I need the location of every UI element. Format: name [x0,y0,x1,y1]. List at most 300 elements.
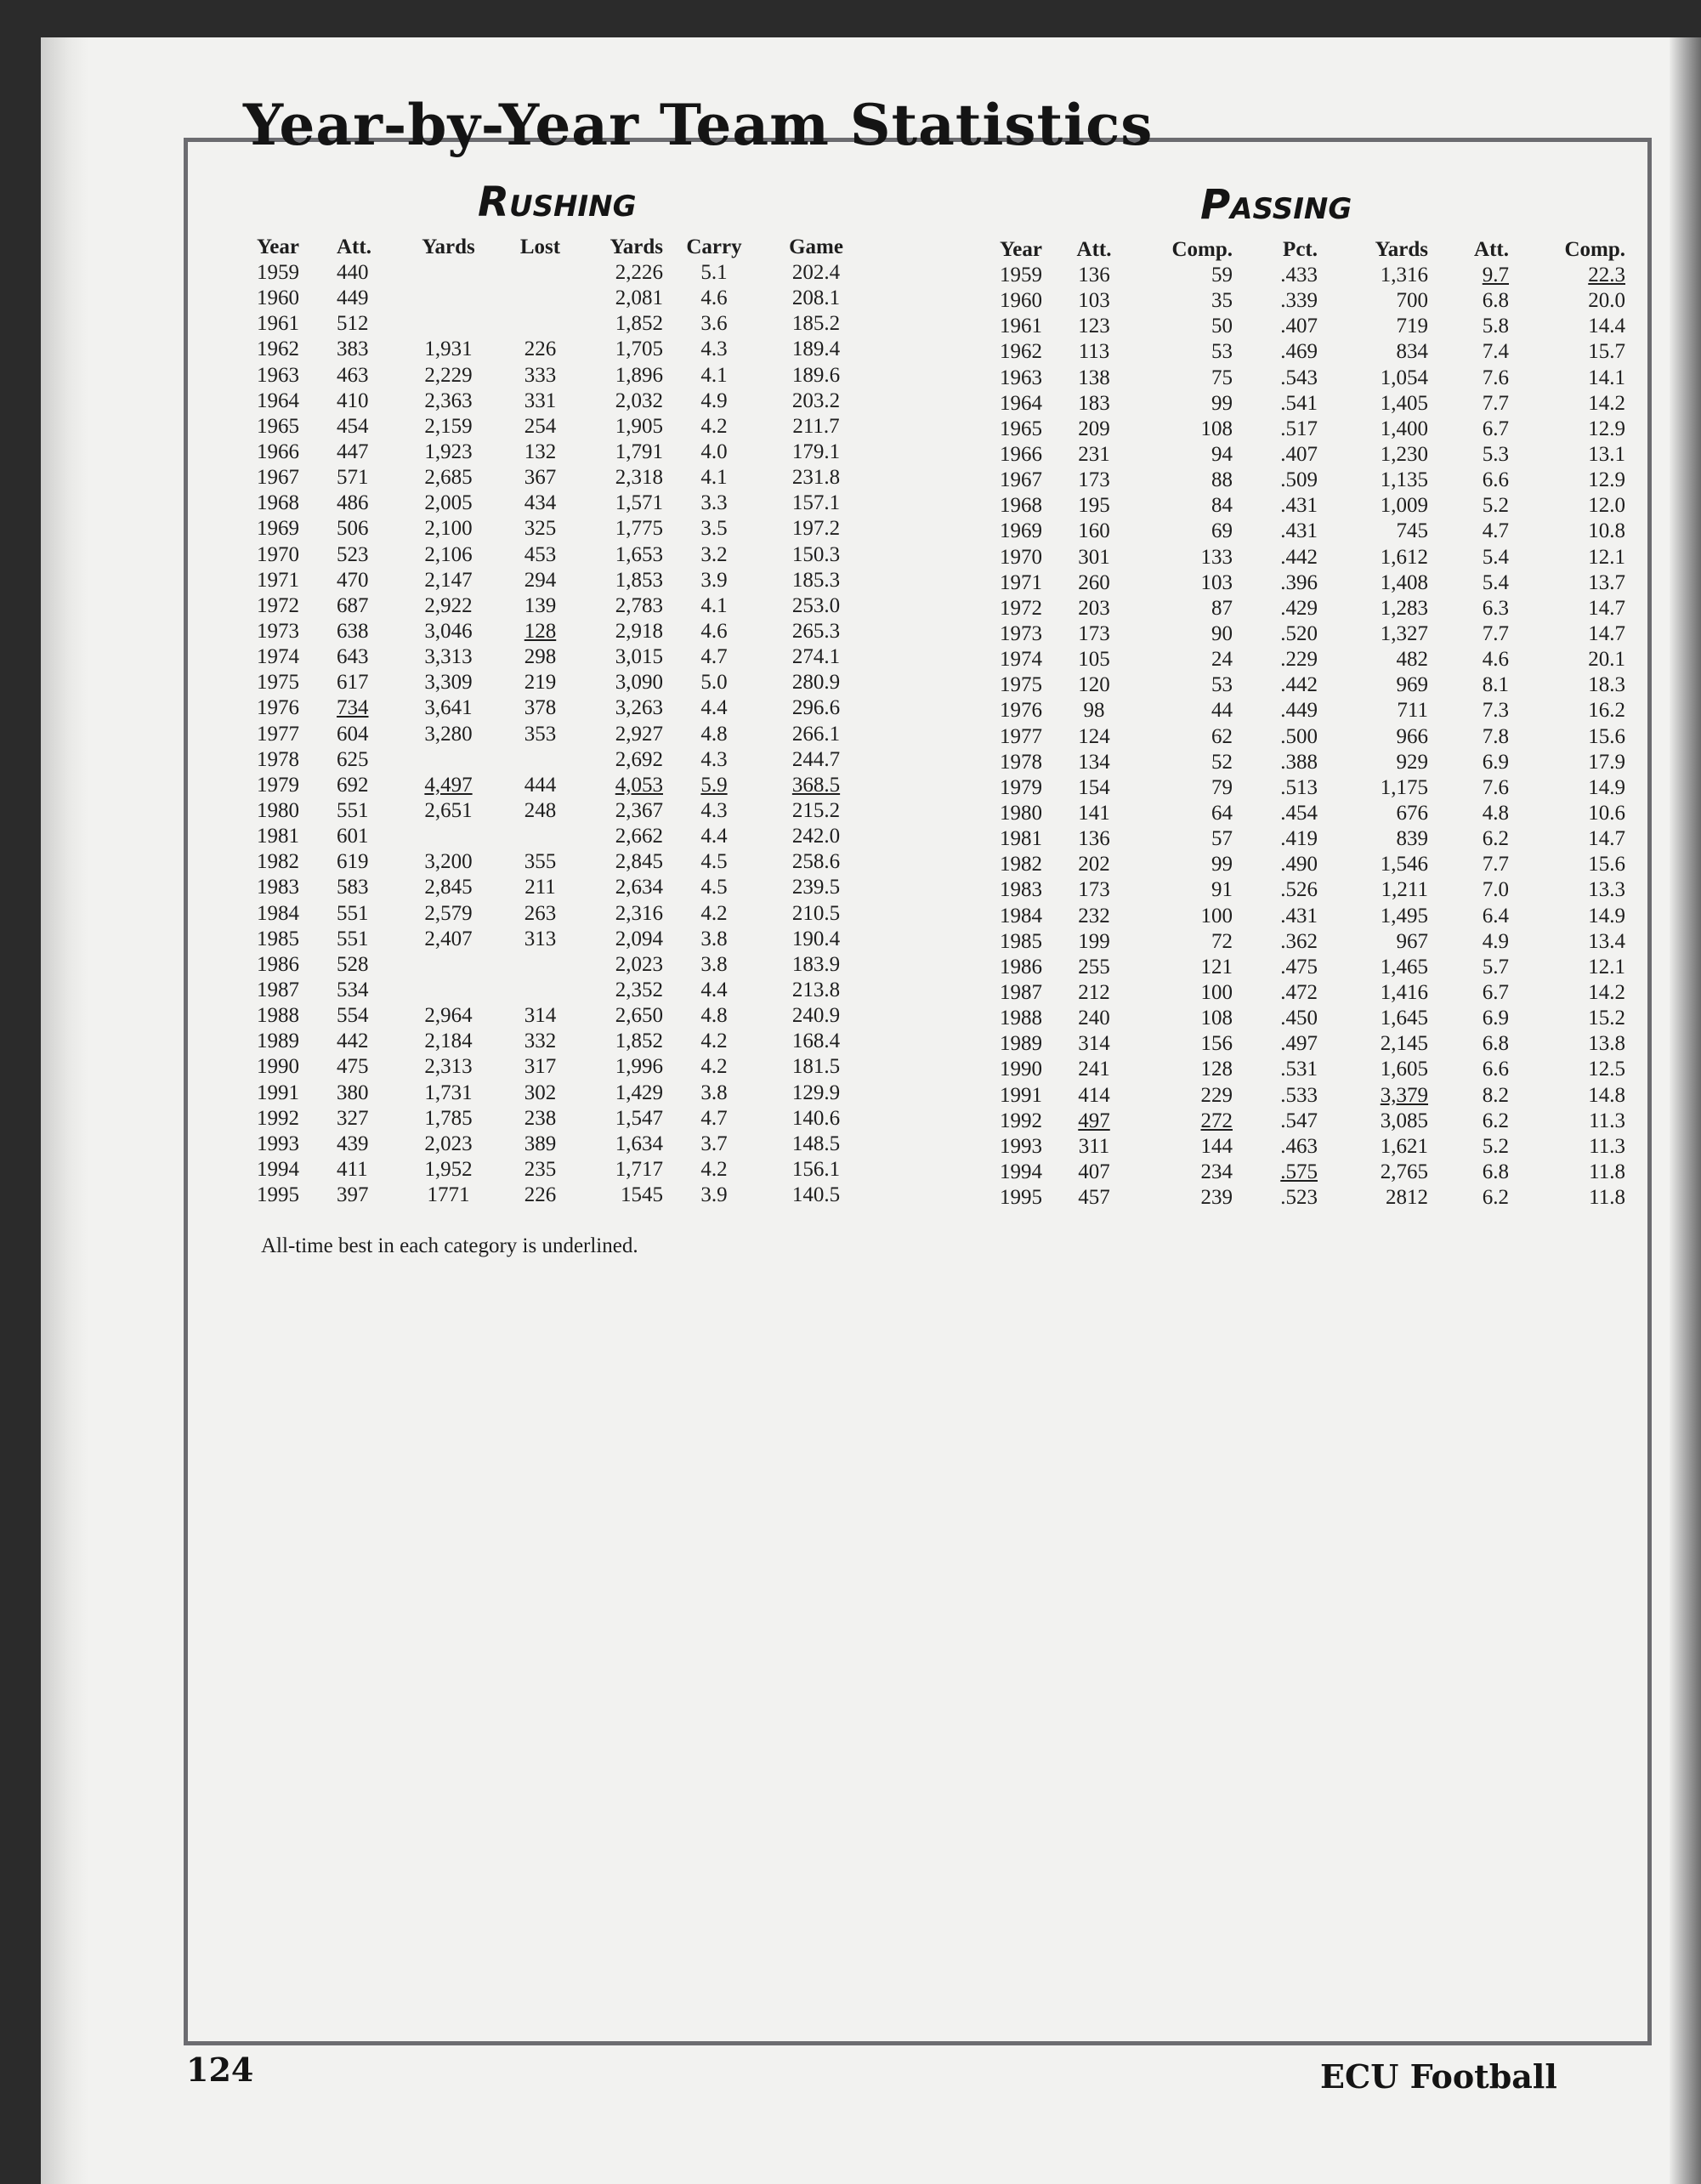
per-carry-cell: 4.2 [700,414,728,438]
year-cell: 1964 [257,389,299,412]
yards-per-attempt-cell: 5.3 [1482,443,1509,467]
rushing-row [257,695,867,721]
net-yards-cell: 3,263 [615,696,663,720]
yards-per-attempt-cell: 4.7 [1482,519,1509,543]
year-cell: 1960 [1000,289,1042,313]
yards-cell: 1,327 [1380,622,1428,646]
per-carry-cell: 4.2 [700,901,728,925]
yards-per-completion-cell: 16.2 [1588,699,1625,723]
attempts-cell: 497 [1078,1109,1110,1132]
net-yards-cell: 2,081 [615,286,663,310]
yards-per-completion-cell: 14.2 [1588,981,1625,1004]
yards-cell: 1,054 [1380,366,1428,389]
lost-cell [492,747,588,773]
rushing-row [257,542,867,568]
year-cell: 1994 [257,1157,299,1181]
footnote: All-time best in each category is underlined. [261,1234,638,1257]
per-carry-cell: 3.6 [700,312,728,336]
rushing-row [257,337,867,362]
col-header-lost: Lost [519,235,561,258]
net-yards-cell: 4,053 [615,773,663,797]
attempts-cell: 486 [337,491,369,515]
lost-cell: 248 [524,799,557,823]
yards-per-completion-cell: 14.9 [1588,775,1625,799]
year-cell: 1966 [257,440,299,464]
passing-row [982,1160,1625,1185]
per-game-cell: 208.1 [791,286,841,310]
per-carry-cell: 4.3 [700,799,728,823]
per-carry-cell: 4.4 [700,979,728,1001]
per-game-cell: 185.3 [791,568,841,592]
passing-row [982,1057,1625,1082]
per-game-cell: 240.9 [791,1004,841,1028]
net-yards-cell: 1,852 [615,1030,663,1053]
attempts-cell: 241 [1078,1058,1110,1081]
attempts-cell: 113 [1078,340,1110,364]
yards-per-completion-cell: 14.9 [1588,904,1625,927]
year-cell: 1993 [1000,1134,1042,1158]
yards-per-completion-cell: 12.9 [1588,468,1625,492]
yards-per-completion-cell: 11.8 [1589,1186,1625,1210]
attempts-cell: 410 [337,389,369,412]
year-cell: 1983 [257,876,299,899]
yards-per-attempt-cell: 6.8 [1482,1032,1509,1056]
year-cell: 1960 [257,286,299,310]
yards-cell: 1,465 [1380,955,1428,979]
year-cell: 1977 [1000,724,1042,748]
lost-cell: 235 [524,1157,557,1181]
per-carry-cell: 3.9 [700,568,728,592]
attempts-cell: 203 [1078,596,1110,620]
gross-yards-cell [405,286,492,311]
completions-cell: 69 [1211,519,1233,543]
attempts-cell: 173 [1078,468,1110,492]
col-header-year: Year [257,235,299,258]
lost-cell: 378 [524,696,557,720]
col-header-completions: Comp. [1171,238,1233,261]
yards-per-completion-cell: 20.1 [1588,648,1625,672]
gross-yards-cell: 2,005 [424,491,473,515]
completions-cell: 75 [1211,366,1233,389]
yards-cell: 1,495 [1380,904,1428,927]
lost-cell [492,286,588,311]
per-game-cell: 203.2 [791,389,841,412]
per-carry-cell: 4.8 [700,1004,728,1028]
year-cell: 1985 [1000,929,1042,953]
yards-cell: 3,379 [1380,1083,1428,1107]
year-cell: 1976 [257,696,299,720]
per-carry-cell: 3.3 [700,491,728,515]
yards-per-attempt-cell: 5.2 [1482,494,1509,518]
yards-cell: 967 [1396,929,1428,953]
col-header-yards-per-completion: Comp. [1564,238,1625,261]
completions-cell: 84 [1211,494,1233,518]
lost-cell: 314 [524,1004,557,1028]
percentage-cell: .472 [1280,981,1318,1004]
rushing-row [257,1157,867,1183]
yards-per-completion-cell: 15.7 [1588,340,1625,364]
per-carry-cell: 4.3 [700,338,728,361]
attempts-cell: 240 [1078,1007,1110,1030]
yards-per-attempt-cell: 5.4 [1482,545,1509,569]
per-game-cell: 280.9 [791,671,841,695]
completions-cell: 87 [1211,596,1233,620]
col-header-per-carry: Carry [686,235,742,258]
gross-yards-cell: 1,952 [424,1157,473,1181]
lost-cell: 254 [524,414,557,438]
net-yards-cell: 2,367 [615,799,663,823]
page-binding-edge [41,37,88,2184]
gross-yards-cell: 3,280 [424,722,473,746]
year-cell: 1980 [1000,802,1042,825]
year-cell: 1959 [257,261,299,285]
yards-per-completion-cell: 18.3 [1588,673,1625,697]
rushing-row [257,927,867,952]
gross-yards-cell: 2,147 [424,568,473,592]
yards-cell: 745 [1396,519,1428,543]
year-cell: 1984 [257,901,299,925]
yards-per-attempt-cell: 5.4 [1482,570,1509,594]
lost-cell: 139 [524,593,557,617]
rushing-row [257,849,867,875]
percentage-cell: .407 [1280,443,1318,467]
completions-cell: 50 [1211,315,1233,338]
percentage-cell: .543 [1280,366,1318,389]
attempts-cell: 383 [337,338,369,361]
passing-row [982,314,1625,339]
yards-per-completion-cell: 14.7 [1588,596,1625,620]
rushing-row [257,389,867,414]
gross-yards-cell: 1,923 [424,440,473,464]
passing-row [982,775,1625,801]
rushing-row [257,978,867,1003]
col-header-net-yards: Yards [610,235,663,258]
yards-cell: 966 [1396,724,1428,748]
passing-row [982,596,1625,621]
per-game-cell: 156.1 [791,1157,841,1181]
attempts-cell: 449 [337,286,369,310]
attempts-cell: 619 [337,850,369,874]
lost-cell: 333 [524,363,557,387]
percentage-cell: .362 [1280,929,1318,953]
rushing-row [257,1132,867,1157]
year-cell: 1963 [257,363,299,387]
per-carry-cell: 3.8 [700,927,728,950]
attempts-cell: 195 [1078,494,1110,518]
gross-yards-cell: 3,046 [424,620,473,644]
percentage-cell: .526 [1280,878,1318,902]
passing-row [982,1083,1625,1109]
net-yards-cell: 1545 [621,1183,663,1207]
yards-per-completion-cell: 15.2 [1588,1007,1625,1030]
year-cell: 1964 [1000,391,1042,415]
year-cell: 1983 [1000,878,1042,902]
rushing-row [257,1054,867,1080]
passing-row [982,877,1625,903]
yards-per-attempt-cell: 5.8 [1482,315,1509,338]
yards-per-attempt-cell: 6.9 [1482,750,1509,774]
completions-cell: 88 [1211,468,1233,492]
per-game-cell: 296.6 [791,696,841,720]
attempts-cell: 123 [1078,315,1110,338]
attempts-cell: 734 [337,696,369,720]
yards-per-completion-cell: 13.7 [1588,570,1625,594]
passing-row [982,904,1625,929]
year-cell: 1991 [1000,1083,1042,1107]
completions-cell: 100 [1200,904,1233,927]
per-game-cell: 213.8 [791,979,841,1001]
passing-row [982,647,1625,672]
lost-cell: 128 [524,620,557,644]
percentage-cell: .433 [1280,264,1318,287]
per-carry-cell: 4.1 [700,363,728,387]
lost-cell [492,260,588,286]
per-game-cell: 150.3 [791,542,841,566]
col-header-year: Year [1000,238,1042,261]
lost-cell [492,952,588,978]
gross-yards-cell: 2,313 [424,1055,473,1079]
yards-per-completion-cell: 11.3 [1589,1109,1625,1132]
percentage-cell: .517 [1280,417,1318,440]
yards-per-attempt-cell: 6.6 [1482,468,1509,492]
yards-cell: 1,405 [1380,391,1428,415]
percentage-cell: .450 [1280,1007,1318,1030]
rushing-heading: Rushing [478,179,637,226]
yards-cell: 1,605 [1380,1058,1428,1081]
attempts-cell: 141 [1078,802,1110,825]
completions-cell: 144 [1200,1134,1233,1158]
attempts-cell: 601 [337,825,369,848]
per-game-cell: 197.2 [791,517,841,541]
yards-cell: 1,283 [1380,596,1428,620]
per-carry-cell: 3.2 [700,542,728,566]
passing-row [982,442,1625,468]
per-carry-cell: 4.3 [700,747,728,771]
per-game-cell: 265.3 [791,620,841,644]
year-cell: 1959 [1000,264,1042,287]
rushing-row [257,516,867,542]
year-cell: 1985 [257,927,299,950]
attempts-cell: 301 [1078,545,1110,569]
per-game-cell: 368.5 [791,773,841,797]
yards-per-completion-cell: 10.8 [1588,519,1625,543]
lost-cell: 211 [524,876,556,899]
yards-per-attempt-cell: 6.8 [1482,289,1509,313]
per-game-cell: 274.1 [791,645,841,669]
passing-row [982,1185,1625,1211]
net-yards-cell: 2,032 [615,389,663,412]
year-cell: 1962 [1000,340,1042,364]
yards-cell: 1,211 [1381,878,1428,902]
rushing-row [257,465,867,491]
yards-per-attempt-cell: 6.8 [1482,1160,1509,1183]
attempts-cell: 551 [337,799,369,823]
attempts-cell: 327 [337,1106,369,1130]
net-yards-cell: 1,717 [615,1157,663,1181]
passing-row [982,1109,1625,1134]
attempts-cell: 260 [1078,570,1110,594]
attempts-cell: 232 [1078,904,1110,927]
year-cell: 1987 [1000,981,1042,1004]
year-cell: 1990 [257,1055,299,1079]
lost-cell: 226 [524,1183,557,1207]
attempts-cell: 397 [337,1183,369,1207]
attempts-cell: 314 [1078,1032,1110,1056]
yards-per-completion-cell: 12.0 [1588,494,1625,518]
per-carry-cell: 4.2 [700,1157,728,1181]
per-carry-cell: 4.4 [700,696,728,720]
year-cell: 1992 [257,1106,299,1130]
attempts-cell: 134 [1078,750,1110,774]
per-carry-cell: 4.5 [700,850,728,874]
attempts-cell: 138 [1078,366,1110,389]
per-game-cell: 189.4 [791,338,841,361]
completions-cell: 91 [1211,878,1233,902]
passing-row [982,1031,1625,1057]
yards-cell: 2,145 [1380,1032,1428,1056]
yards-cell: 1,408 [1380,570,1428,594]
yards-per-completion-cell: 14.2 [1588,391,1625,415]
net-yards-cell: 2,692 [615,747,663,771]
year-cell: 1980 [257,799,299,823]
year-cell: 1970 [257,542,299,566]
year-cell: 1967 [1000,468,1042,492]
gross-yards-cell: 3,200 [424,850,473,874]
percentage-cell: .541 [1280,391,1318,415]
yards-cell: 1,316 [1380,264,1428,287]
lost-cell: 367 [524,466,557,490]
passing-row [982,468,1625,493]
passing-row [982,391,1625,417]
percentage-cell: .454 [1280,802,1318,825]
passing-row [982,417,1625,442]
completions-cell: 121 [1200,955,1233,979]
rushing-row [257,440,867,465]
year-cell: 1961 [1000,315,1042,338]
attempts-cell: 105 [1078,648,1110,672]
attempts-cell: 551 [337,927,369,950]
completions-cell: 128 [1200,1058,1233,1081]
percentage-cell: .442 [1280,545,1318,569]
per-game-cell: 148.5 [791,1132,841,1155]
attempts-cell: 255 [1078,955,1110,979]
percentage-cell: .513 [1280,775,1318,799]
per-carry-cell: 4.6 [700,286,728,310]
col-header-attempts: Att. [337,235,371,258]
yards-per-attempt-cell: 7.0 [1482,878,1509,902]
net-yards-cell: 1,547 [615,1106,663,1130]
passing-row [982,545,1625,570]
rushing-row [257,491,867,516]
gross-yards-cell [405,311,492,337]
net-yards-cell: 2,783 [615,593,663,617]
year-cell: 1978 [1000,750,1042,774]
per-carry-cell: 3.8 [700,952,728,976]
percentage-cell: .500 [1280,724,1318,748]
rushing-row [257,773,867,798]
per-game-cell: 242.0 [791,825,841,848]
yards-per-attempt-cell: 7.6 [1482,775,1509,799]
yards-per-attempt-cell: 6.2 [1482,1186,1509,1210]
col-header-per-game: Game [789,235,843,258]
gross-yards-cell: 2,363 [424,389,473,412]
per-carry-cell: 4.6 [700,620,728,644]
lost-cell: 302 [524,1081,557,1104]
yards-cell: 711 [1397,699,1428,723]
gross-yards-cell: 2,407 [424,927,473,950]
per-carry-cell: 4.9 [700,389,728,412]
passing-row [982,339,1625,365]
yards-per-attempt-cell: 7.3 [1482,699,1509,723]
lost-cell: 453 [524,542,557,566]
year-cell: 1981 [1000,827,1042,851]
passing-row [982,672,1625,698]
yards-per-attempt-cell: 6.7 [1482,417,1509,440]
passing-row [982,852,1625,877]
percentage-cell: .388 [1280,750,1318,774]
attempts-cell: 551 [337,901,369,925]
lost-cell: 298 [524,645,557,669]
attempts-cell: 212 [1078,981,1110,1004]
per-carry-cell: 5.1 [700,261,728,285]
yards-cell: 1,621 [1380,1134,1428,1158]
yards-per-attempt-cell: 7.8 [1482,724,1509,748]
year-cell: 1970 [1000,545,1042,569]
passing-row [982,366,1625,391]
attempts-cell: 103 [1078,289,1110,313]
rushing-row [257,619,867,644]
completions-cell: 90 [1211,622,1233,646]
per-game-cell: 231.8 [791,466,841,490]
yards-per-attempt-cell: 9.7 [1482,264,1509,287]
passing-row [982,621,1625,647]
completions-cell: 156 [1200,1032,1233,1056]
year-cell: 1966 [1000,443,1042,467]
passing-row [982,519,1625,544]
completions-cell: 99 [1211,853,1233,876]
per-game-cell: 190.4 [791,927,841,950]
attempts-cell: 470 [337,568,369,592]
net-yards-cell: 3,015 [615,645,663,669]
gross-yards-cell: 1,731 [424,1081,473,1104]
attempts-cell: 407 [1078,1160,1110,1183]
rushing-row [257,260,867,286]
page-number: 124 [186,2051,254,2089]
attempts-cell: 625 [337,747,369,771]
attempts-cell: 583 [337,876,369,899]
rushing-row [257,414,867,440]
net-yards-cell: 1,852 [615,312,663,336]
col-header-percentage: Pct. [1283,238,1318,261]
gross-yards-cell: 3,641 [424,696,473,720]
attempts-cell: 411 [337,1157,368,1181]
rushing-row [257,568,867,593]
per-game-cell: 183.9 [791,952,841,976]
yards-per-attempt-cell: 6.7 [1482,981,1509,1004]
net-yards-cell: 1,896 [615,363,663,387]
rushing-row [257,1183,867,1208]
year-cell: 1969 [1000,519,1042,543]
yards-per-attempt-cell: 6.6 [1482,1058,1509,1081]
passing-row [982,801,1625,826]
passing-row [982,493,1625,519]
passing-row [982,826,1625,852]
per-carry-cell: 4.2 [700,1030,728,1053]
net-yards-cell: 1,634 [615,1132,663,1155]
rushing-row [257,286,867,311]
gross-yards-cell: 4,497 [424,773,473,797]
year-cell: 1975 [257,671,299,695]
